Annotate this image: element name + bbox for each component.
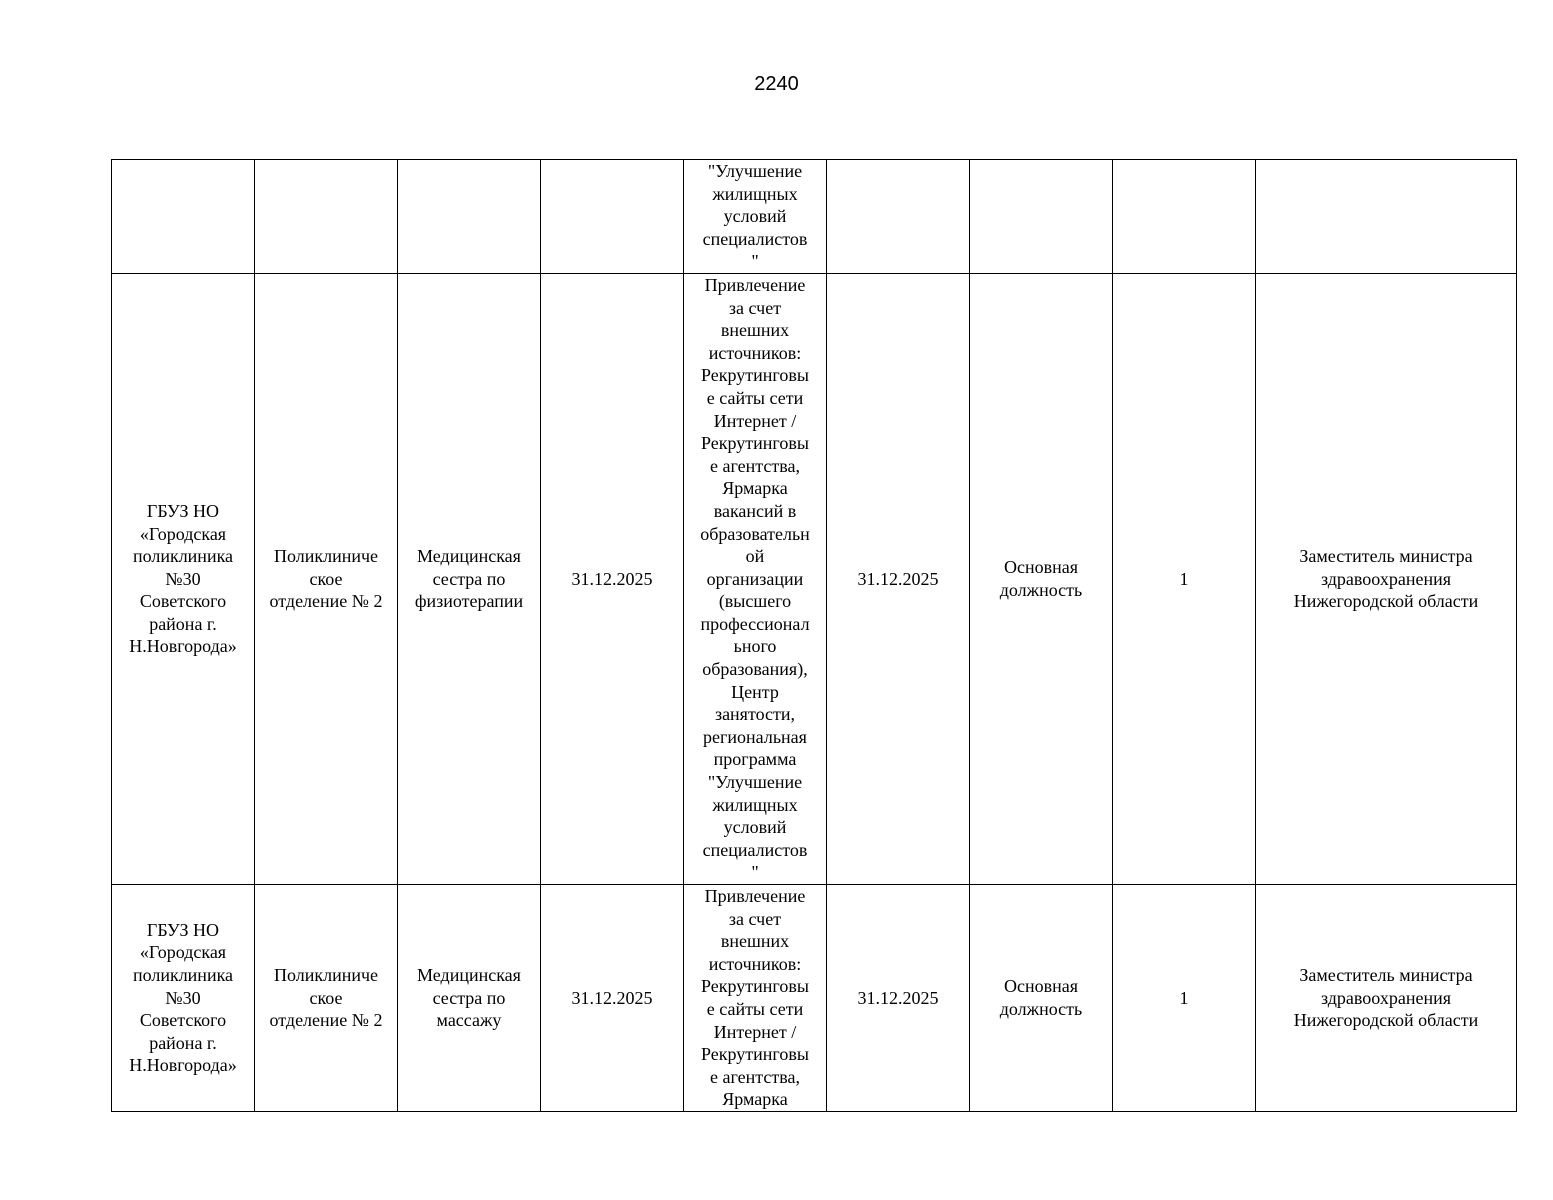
cell-line: образования), [702,659,808,680]
cell-line: за счет [728,908,782,929]
cell-line: "Улучшение [707,161,803,181]
cell-value: 31.12.2025 [857,987,939,1008]
cell-line: физиотерапии [414,591,524,612]
table-row [112,160,1517,274]
cell-line: Н.Новгорода» [129,636,237,657]
responsible-person-cell [1256,885,1517,1112]
cell-line: Привлечение [704,886,806,906]
recruitment-methods-cell [684,273,827,884]
cell-value: 31.12.2025 [571,568,653,589]
department-cell [255,885,398,1112]
staff-count-cell [1113,885,1256,1112]
cell-line: занятости, [714,704,796,725]
employment-type-cell [970,273,1113,884]
cell-line: района г. [149,1032,217,1053]
cell-line: поликлиника [132,965,234,986]
cell-line: сестра по [432,568,506,589]
completion-date-cell [827,273,970,884]
cell-line: е сайты сети [706,387,804,408]
cell-line: программа [713,749,797,770]
organization-cell [112,885,255,1112]
cell-line: жилищных [712,794,798,815]
cell-value: 31.12.2025 [571,987,653,1008]
cell-line: Нижегородской области [1293,591,1479,612]
cell-line: Рекрутинговы [701,365,809,386]
cell-line: Медицинская [417,965,521,986]
deadline-date-cell [541,160,684,274]
cell-value: 31.12.2025 [857,568,939,589]
responsible-person-cell [1256,273,1517,884]
cell-line: ское [309,987,343,1008]
page-number: 2240 [754,73,799,95]
cell-line: внешних [720,931,790,952]
cell-line: Основная [1003,976,1079,997]
deadline-date-cell [541,273,684,884]
department-cell [255,273,398,884]
cell-line: Ярмарка [722,478,788,499]
table-row [112,273,1517,884]
cell-line: ой [745,546,765,567]
department-cell [255,160,398,274]
cell-line: специалистов [702,839,808,860]
cell-line: сестра по [432,987,506,1008]
cell-line: района г. [149,613,217,634]
cell-line: массажу [436,1010,502,1031]
cell-line: за счет [728,297,782,318]
cell-line: " [751,862,759,883]
cell-line: организации [706,568,804,589]
cell-line: Интернет / [713,1021,797,1042]
cell-line: источников: [708,953,802,974]
cell-value: 1 [1179,987,1189,1008]
cell-line: Поликлиниче [273,546,379,567]
cell-line: ГБУЗ НО [146,919,220,940]
cell-line: внешних [720,320,790,341]
cell-line: е агентства, [710,455,800,476]
organization-cell [112,273,255,884]
cell-line: специалистов [702,228,808,249]
cell-line: (высшего [718,591,792,612]
cell-line: №30 [165,568,201,589]
cell-line: Н.Новгорода» [129,1055,237,1076]
cell-line: Основная [1003,557,1079,578]
cell-line: ское [309,568,343,589]
staff-count-cell [1113,273,1256,884]
table-body [112,160,1517,1112]
staff-count-cell [1113,160,1256,274]
recruitment-methods-cell [684,885,827,1112]
cell-line: Советского [139,591,227,612]
cell-line: профессионал [700,613,810,634]
cell-line: Нижегородской области [1293,1010,1479,1031]
cell-line: Рекрутинговы [701,1044,809,1065]
cell-line: е агентства, [710,1066,800,1087]
cell-line: отделение № 2 [269,591,383,612]
cell-line: условий [723,817,787,838]
cell-line: региональная [703,726,807,747]
employment-type-cell [970,160,1113,274]
cell-line: Поликлиниче [273,965,379,986]
cell-line: отделение № 2 [269,1010,383,1031]
cell-line: Рекрутинговы [701,976,809,997]
position-cell [398,160,541,274]
completion-date-cell [827,160,970,274]
cell-line: источников: [708,342,802,363]
cell-line: Интернет / [713,410,797,431]
cell-line: Центр [731,681,779,702]
employment-type-cell [970,885,1113,1112]
cell-line: Рекрутинговы [701,433,809,454]
cell-line: образовательн [700,523,810,544]
cell-line: «Городская [139,942,227,963]
cell-line: «Городская [139,523,227,544]
cell-line: Заместитель министра [1299,546,1473,567]
cell-line: должность [999,998,1083,1019]
cell-line: Привлечение [704,274,806,295]
deadline-date-cell [541,885,684,1112]
cell-line: должность [999,579,1083,600]
cell-line: №30 [165,987,201,1008]
cell-line: Медицинская [417,546,521,567]
cell-line: поликлиника [132,546,234,567]
completion-date-cell [827,885,970,1112]
cell-value: 1 [1179,568,1189,589]
position-cell [398,273,541,884]
cell-line: ьного [733,636,777,657]
document-table [111,159,1517,1112]
cell-line: условий [723,206,787,227]
position-cell [398,885,541,1112]
cell-line: здравоохранения [1320,568,1452,589]
organization-cell [112,160,255,274]
cell-line: здравоохранения [1320,987,1452,1008]
cell-line: Советского [139,1010,227,1031]
cell-line: " [751,251,759,272]
cell-line: ГБУЗ НО [146,500,220,521]
cell-line: е сайты сети [706,998,804,1019]
cell-line: "Улучшение [707,772,803,793]
cell-line: Заместитель министра [1299,965,1473,986]
cell-line: жилищных [712,183,798,204]
recruitment-methods-cell [684,160,827,274]
cell-line: вакансий в [713,500,797,521]
cell-line: Ярмарка [722,1089,788,1110]
table-row [112,885,1517,1112]
responsible-person-cell [1256,160,1517,274]
